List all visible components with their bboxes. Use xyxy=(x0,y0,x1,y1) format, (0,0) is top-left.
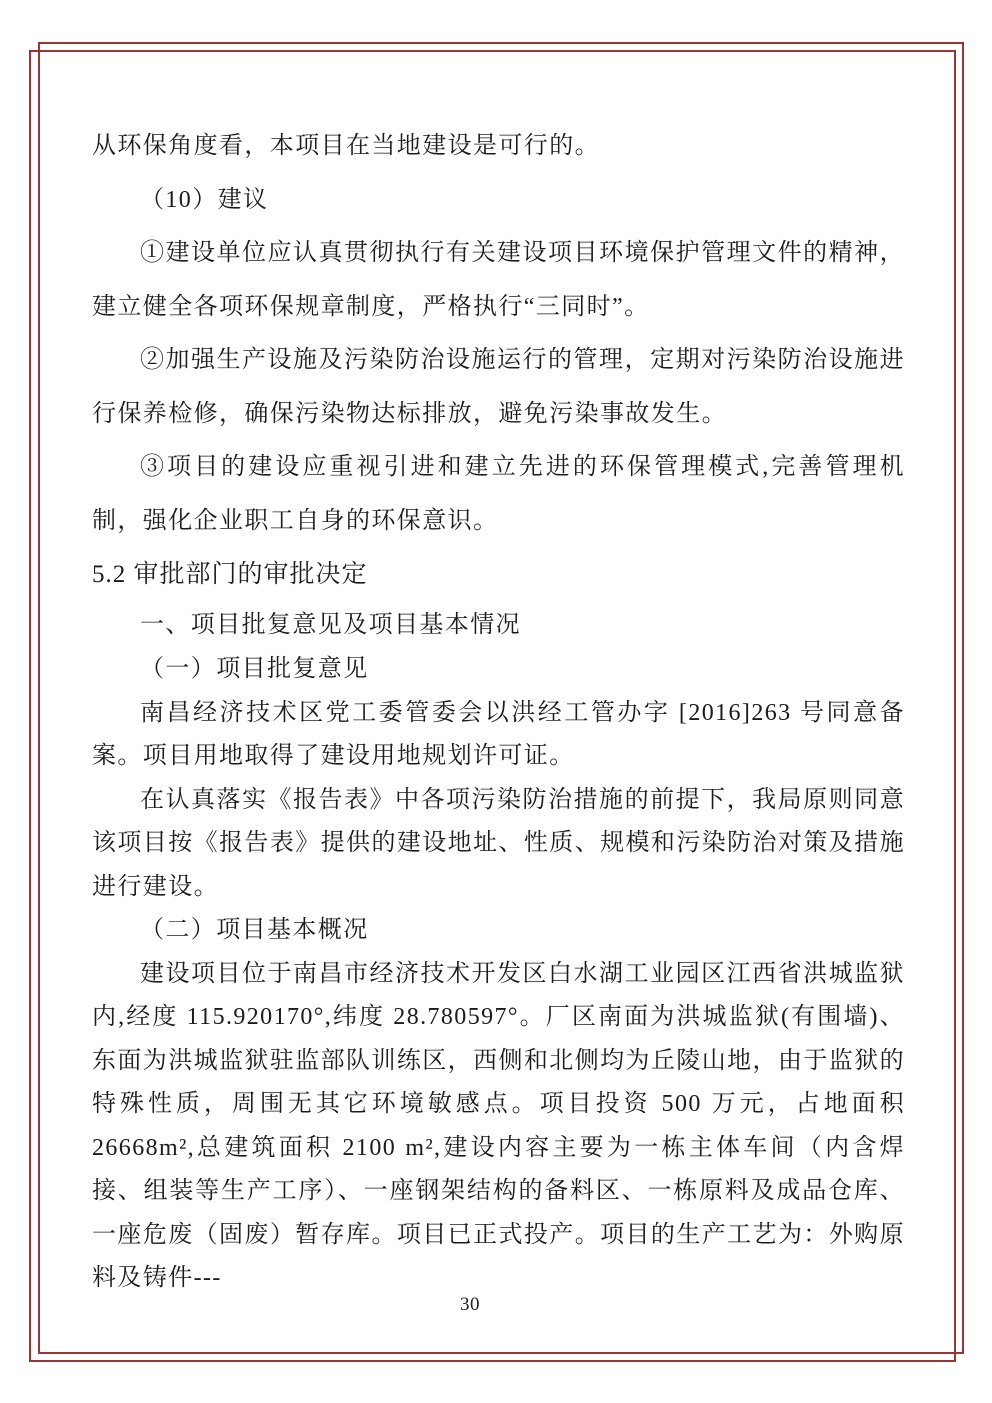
paragraph-project-overview-body: 建设项目位于南昌市经济技术开发区白水湖工业园区江西省洪城监狱内,经度 115.920170°,纬度 28.780597°。厂区南面为洪城监狱(有围墙)、东面为洪城监狱驻监部队训练区，西侧和北侧均为丘陵山地，由于监狱的特殊性质，周围无其它环境敏感点。项目投资 500 万元，占地面积 26668m²,总建筑面积 2100 m²,建设内容主要为一栋主体车间（内含焊接、组装等生产工序）、一座钢架结构的备料区、一栋原料及成品仓库、一座危废（固废）暂存库。项目已正式投产。项目的生产工艺为：外购原料及铸件--- xyxy=(92,960,905,1291)
paragraph-feasibility-conclusion: 从环保角度看，本项目在当地建设是可行的。 xyxy=(92,133,600,159)
page-number: 30 xyxy=(460,1294,480,1315)
document-content xyxy=(92,120,905,1301)
paragraph-project-overview-title: （二）项目基本概况 xyxy=(140,917,369,943)
paragraph-suggestion-title: （10）建议 xyxy=(140,186,269,213)
paragraph-suggestion-1: ①建设单位应认真贯彻执行有关建设项目环境保护管理文件的精神，建立健全各项环保规章制度，严格执行“三同时”。 xyxy=(92,240,905,320)
paragraph-approval-opinion-title: （一）项目批复意见 xyxy=(140,656,369,682)
paragraph-suggestion-2: ②加强生产设施及污染防治设施运行的管理，定期对污染防治设施进行保养检修，确保污染物达标排放，避免污染事故发生。 xyxy=(92,347,905,427)
paragraph-approval-opinion-2: 在认真落实《报告表》中各项污染防治措施的前提下，我局原则同意该项目按《报告表》提供的建设地址、性质、规模和污染防治对策及措施进行建设。 xyxy=(92,786,905,900)
subsection-heading-project-status: 一、项目批复意见及项目基本情况 xyxy=(140,612,521,638)
section-heading-approval-decision: 5.2 审批部门的审批决定 xyxy=(92,561,368,588)
paragraph-approval-opinion-1: 南昌经济技术区党工委管委会以洪经工管办字 [2016]263 号同意备案。项目用地取得了建设用地规划许可证。 xyxy=(92,699,905,769)
paragraph-suggestion-3: ③项目的建设应重视引进和建立先进的环保管理模式,完善管理机制，强化企业职工自身的环保意识。 xyxy=(92,454,905,534)
